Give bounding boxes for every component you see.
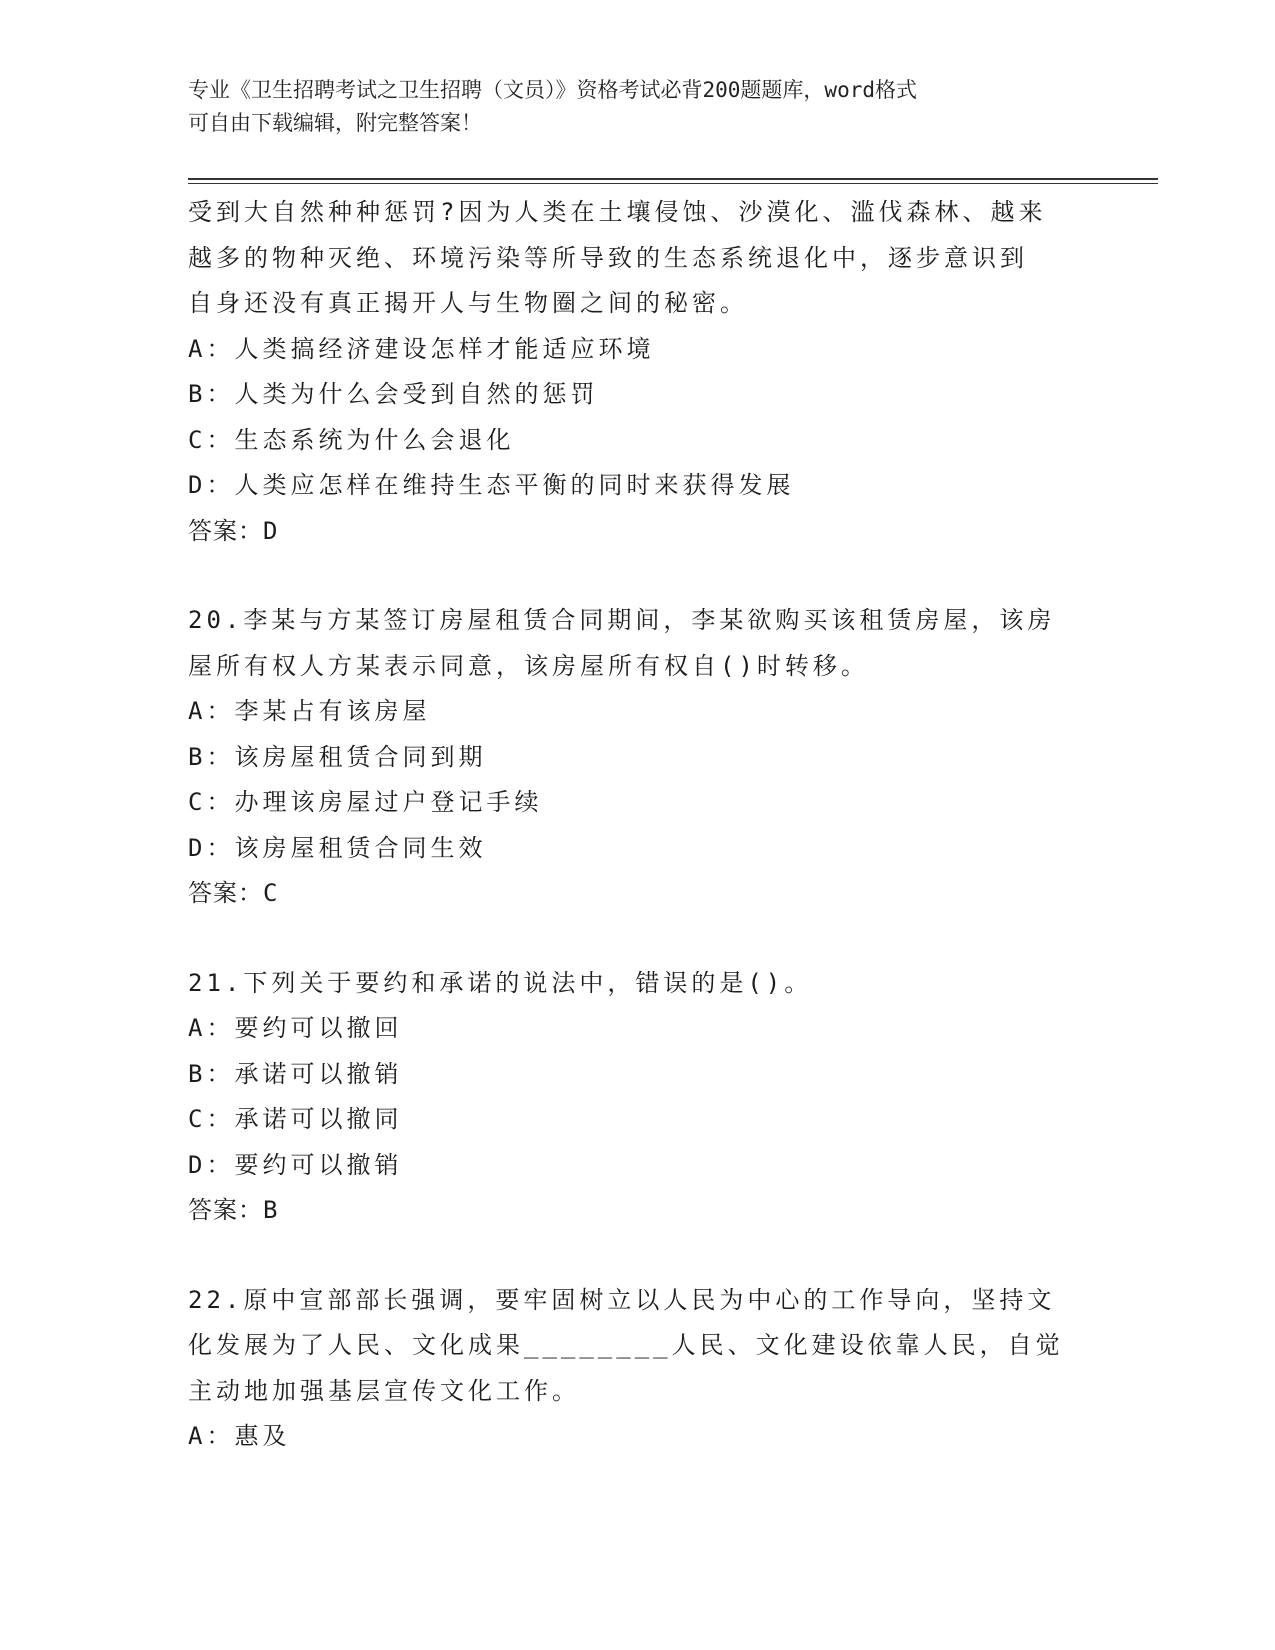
header-title-line-1: 专业《卫生招聘考试之卫生招聘（文员）》资格考试必背200题题库，word格式: [188, 78, 917, 102]
question-stem-line: 屋所有权人方某表示同意，该房屋所有权自()时转移。: [188, 651, 869, 680]
question-21: [188, 961, 1088, 1234]
spacer: [188, 554, 1088, 598]
answer-line: 答案：D: [188, 516, 279, 545]
spacer: [188, 917, 1088, 961]
question-19-continued: [188, 190, 1088, 554]
question-stem-line: 受到大自然种种惩罚?因为人类在土壤侵蚀、沙漠化、滥伐森林、越来: [188, 198, 1047, 226]
spacer: [188, 1234, 1088, 1278]
option-d: D：该房屋租赁合同生效: [188, 833, 487, 862]
question-stem-line: 越多的物种灭绝、环境污染等所导致的生态系统退化中，逐步意识到: [188, 243, 1028, 272]
answer-line: 答案：B: [188, 1196, 279, 1224]
option-a: A：惠及: [188, 1422, 291, 1450]
question-22: [188, 1278, 1088, 1460]
question-stem-line: 自身还没有真正揭开人与生物圈之间的秘密。: [188, 289, 748, 317]
document-header: [188, 74, 1088, 140]
option-c: C：办理该房屋过户登记手续: [188, 788, 543, 816]
option-a: A：李某占有该房屋: [188, 697, 431, 725]
option-a: A：人类搞经济建设怎样才能适应环境: [188, 334, 655, 363]
question-stem-line: 22.原中宣部部长强调，要牢固树立以人民为中心的工作导向，坚持文: [188, 1285, 1056, 1314]
option-a: A：要约可以撤回: [188, 1014, 403, 1042]
header-divider-thin: [188, 183, 1158, 184]
question-stem-line: 21.下列关于要约和承诺的说法中，错误的是()。: [188, 968, 813, 997]
question-stem-line: 化发展为了人民、文化成果________人民、文化建设依靠人民，自觉: [188, 1331, 1064, 1359]
option-b: B：承诺可以撤销: [188, 1059, 403, 1088]
answer-line: 答案：C: [188, 879, 279, 907]
question-20: [188, 598, 1088, 917]
question-stem-line: 20.李某与方某签订房屋租赁合同期间，李某欲购买该租赁房屋，该房: [188, 606, 1056, 634]
question-list: [188, 190, 1088, 1460]
option-c: C：承诺可以撤同: [188, 1105, 403, 1133]
option-c: C：生态系统为什么会退化: [188, 425, 515, 454]
header-title-line-2: 可自由下载编辑，附完整答案！: [188, 111, 482, 135]
option-d: D：人类应怎样在维持生态平衡的同时来获得发展: [188, 471, 795, 499]
header-divider-thick: [188, 178, 1158, 180]
option-d: D：要约可以撤销: [188, 1150, 403, 1179]
option-b: B：人类为什么会受到自然的惩罚: [188, 380, 599, 408]
option-b: B：该房屋租赁合同到期: [188, 742, 487, 771]
question-stem-line: 主动地加强基层宣传文化工作。: [188, 1376, 580, 1405]
